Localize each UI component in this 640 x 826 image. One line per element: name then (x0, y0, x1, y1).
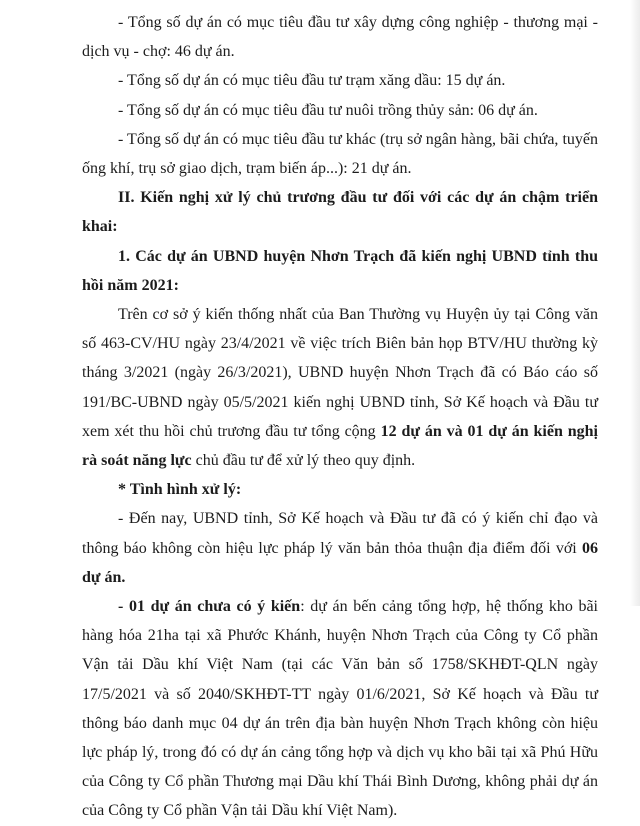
list-item: - Tổng số dự án có mục tiêu đầu tư khác (trụ sở ngân hàng, bãi chứa, tuyến ống khí, trụ sở giao dịch, trạm biến áp...): 21 dự án. (82, 130, 598, 178)
paragraph-proposal (82, 300, 598, 475)
subsection-heading: 1. Các dự án UBND huyện Nhơn Trạch đã kiến nghị UBND tỉnh thu hồi năm 2021: (82, 247, 598, 294)
paragraph-pending (82, 592, 598, 826)
paragraph-emphasis: 12 dự án và 01 dự án kiến nghị rà soát năng lực (82, 422, 598, 470)
paragraph-text: - Đến nay, UBND tỉnh, Sở Kế hoạch và Đầu tư đã có ý kiến chỉ đạo và thông báo không còn hiệu lực pháp lý văn bản thỏa thuận địa điểm đối với (82, 510, 598, 557)
paragraph-emphasis: - 01 dự án chưa có ý kiến (118, 598, 301, 616)
paragraph-text: Trên cơ sở ý kiến thống nhất của Ban Thường vụ Huyện ủy tại Công văn số 463-CV/HU ngày 23/4/2021 về việc trích Biên bản họp BTV/HU thường kỳ tháng 3/2021 (ngày 26/3/2021), UBND huyện Nhơn Trạch đã có Báo cáo số 191/BC-UBND ngày 05/5/2021 kiến nghị UBND tỉnh, Sở Kế hoạch và Đầu tư xem xét thu hồi chủ trương đầu tư tổng cộng (82, 306, 598, 440)
paragraph-emphasis: 06 dự án. (82, 539, 598, 586)
list-item: - Tổng số dự án có mục tiêu đầu tư nuôi trồng thủy sản: 06 dự án. (118, 101, 538, 119)
paragraph-status (82, 504, 598, 592)
status-heading: * Tình hình xử lý: (118, 481, 242, 499)
list-item: - Tổng số dự án có mục tiêu đầu tư xây dựng công nghiệp - thương mại - dịch vụ - chợ: 46 dự án. (82, 14, 598, 61)
scan-edge-shadow (630, 0, 640, 606)
paragraph-text: : dự án bến cảng tổng hợp, hệ thống kho bãi hàng hóa 21ha tại xã Phước Khánh, huyện Nhơn Trạch của Công ty Cổ phần Vận tải Dầu khí Việt Nam (tại các Văn bản số 1758/SKHĐT-QLN ngày 17/5/2021 và số 2040/SKHĐT-TT ngày 01/6/2021, Sở Kế hoạch và Đầu tư thông báo danh mục 04 dự án trên địa bàn huyện Nhơn Trạch không còn hiệu lực pháp lý, trong đó có dự án cảng tổng hợp và dịch vụ kho bãi tại xã Phú Hữu của Công ty Cổ phần Thương mại Dầu khí Thái Bình Dương, không phải dự án của Công ty Cổ phần Vận tải Dầu khí Việt Nam). (82, 598, 598, 820)
section-heading: II. Kiến nghị xử lý chủ trương đầu tư đối với các dự án chậm triển khai: (82, 189, 598, 236)
paragraph-text: chủ đầu tư để xử lý theo quy định. (191, 452, 416, 470)
list-item: - Tổng số dự án có mục tiêu đầu tư trạm xăng dầu: 15 dự án. (118, 72, 506, 90)
